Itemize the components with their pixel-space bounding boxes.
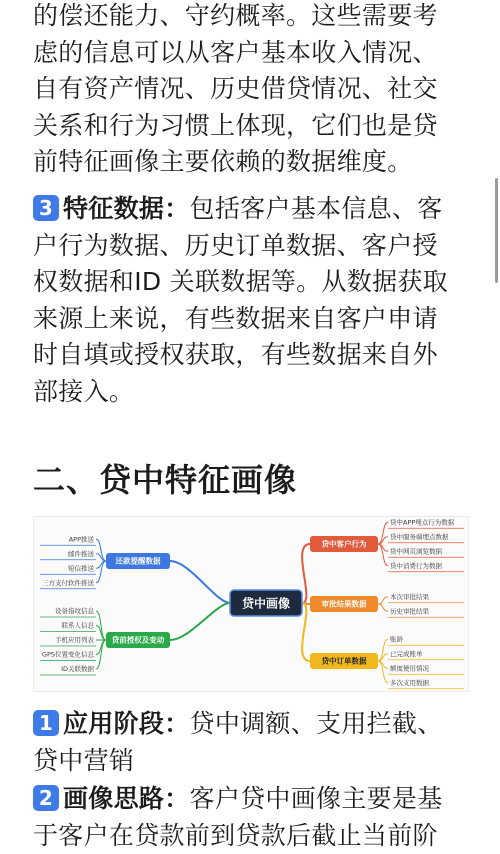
leaf-label: 联系人信息 (62, 621, 95, 630)
text-line: 权数据和ID 关联数据等。从数据获取 (33, 264, 473, 301)
text-line: 于客户在贷款前到贷款后截止当前阶 (33, 818, 473, 854)
intro-paragraph (33, 0, 473, 181)
idea-text: 客户贷中画像主要是基 (190, 784, 443, 813)
text-line: 虑的信息可以从客户基本收入情况、 (33, 35, 473, 72)
leaf-label: 额度使用情况 (390, 663, 430, 672)
leaf-label: ID关联数据 (61, 664, 94, 673)
text-line: 来源上来说，有些数据来自客户申请 (33, 301, 473, 338)
leaf-label: 已完成账单 (390, 649, 423, 658)
number-three-icon: 3 (33, 195, 59, 221)
feature-title: 特征数据： (63, 194, 190, 223)
idea-title: 画像思路： (63, 784, 190, 813)
branch-connector (170, 561, 230, 603)
branch-label: 还款提醒数据 (116, 556, 161, 566)
leaf-label: 贷中APP埋点行为数据 (390, 517, 455, 526)
leaf-label: 历史审批结果 (390, 606, 430, 615)
branch-label: 贷中订单数据 (322, 656, 367, 666)
leaf-connector (378, 604, 388, 611)
branch-connector (170, 603, 230, 640)
branch-connector (302, 544, 310, 603)
apply-stage-paragraph (33, 706, 473, 779)
branch-label: 贷前授权及变动 (112, 635, 165, 645)
text-line: 关系和行为习惯上体现，它们也是贷 (33, 108, 473, 145)
apply-text: 贷中调额、支用拦截、 (190, 709, 443, 738)
text-line (33, 781, 473, 818)
leaf-label: 贷中消费行为数据 (390, 561, 443, 570)
leaf-label: 手机应用列表 (55, 635, 95, 644)
text-line: 部接入。 (33, 374, 473, 411)
leaf-label: 邮件推送 (68, 549, 95, 558)
leaf-label: 账龄 (390, 634, 404, 643)
apply-title: 应用阶段： (63, 709, 190, 738)
leaf-label: 多次支用数据 (390, 678, 430, 687)
portrait-idea-paragraph (33, 781, 473, 854)
branch-connector (302, 603, 310, 661)
text-line: 的偿还能力、守约概率。这些需要考 (33, 0, 473, 35)
leaf-label: 贷中服务端埋点数据 (390, 532, 449, 541)
leaf-label: 设备指纹信息 (55, 606, 95, 615)
text-line (33, 191, 473, 228)
leaf-label: 本次审批结果 (390, 592, 430, 601)
leaf-label: GPS位置变化信息 (42, 650, 95, 659)
center-label: 贷中画像 (242, 596, 290, 611)
feature-text: 包括客户基本信息、客 (190, 194, 443, 223)
text-line: 贷中营销 (33, 743, 473, 780)
text-line: 户行为数据、历史订单数据、客户授 (33, 228, 473, 265)
feature-data-paragraph (33, 191, 473, 410)
leaf-label: APP推送 (69, 534, 95, 543)
text-line (33, 706, 473, 743)
number-two-icon: 2 (33, 785, 59, 811)
number-one-icon: 1 (33, 710, 59, 736)
mindmap-figure (33, 516, 469, 692)
scrollbar[interactable] (495, 178, 498, 283)
mindmap-svg (34, 517, 468, 691)
text-line: 前特征画像主要依赖的数据维度。 (33, 144, 473, 181)
branch-label: 审批结果数据 (322, 599, 367, 609)
section-heading: 二、贷中特征画像 (33, 455, 297, 501)
leaf-connector (378, 597, 388, 604)
leaf-label: 贷中网页浏览数据 (390, 546, 443, 555)
leaf-label: 三方支付软件推送 (42, 578, 95, 587)
branch-label: 贷中客户行为 (322, 539, 367, 549)
leaf-label: 短信推送 (68, 563, 95, 572)
text-line: 自有资产情况、历史借贷情况、社交 (33, 71, 473, 108)
text-line: 时自填或授权获取，有些数据来自外 (33, 337, 473, 374)
